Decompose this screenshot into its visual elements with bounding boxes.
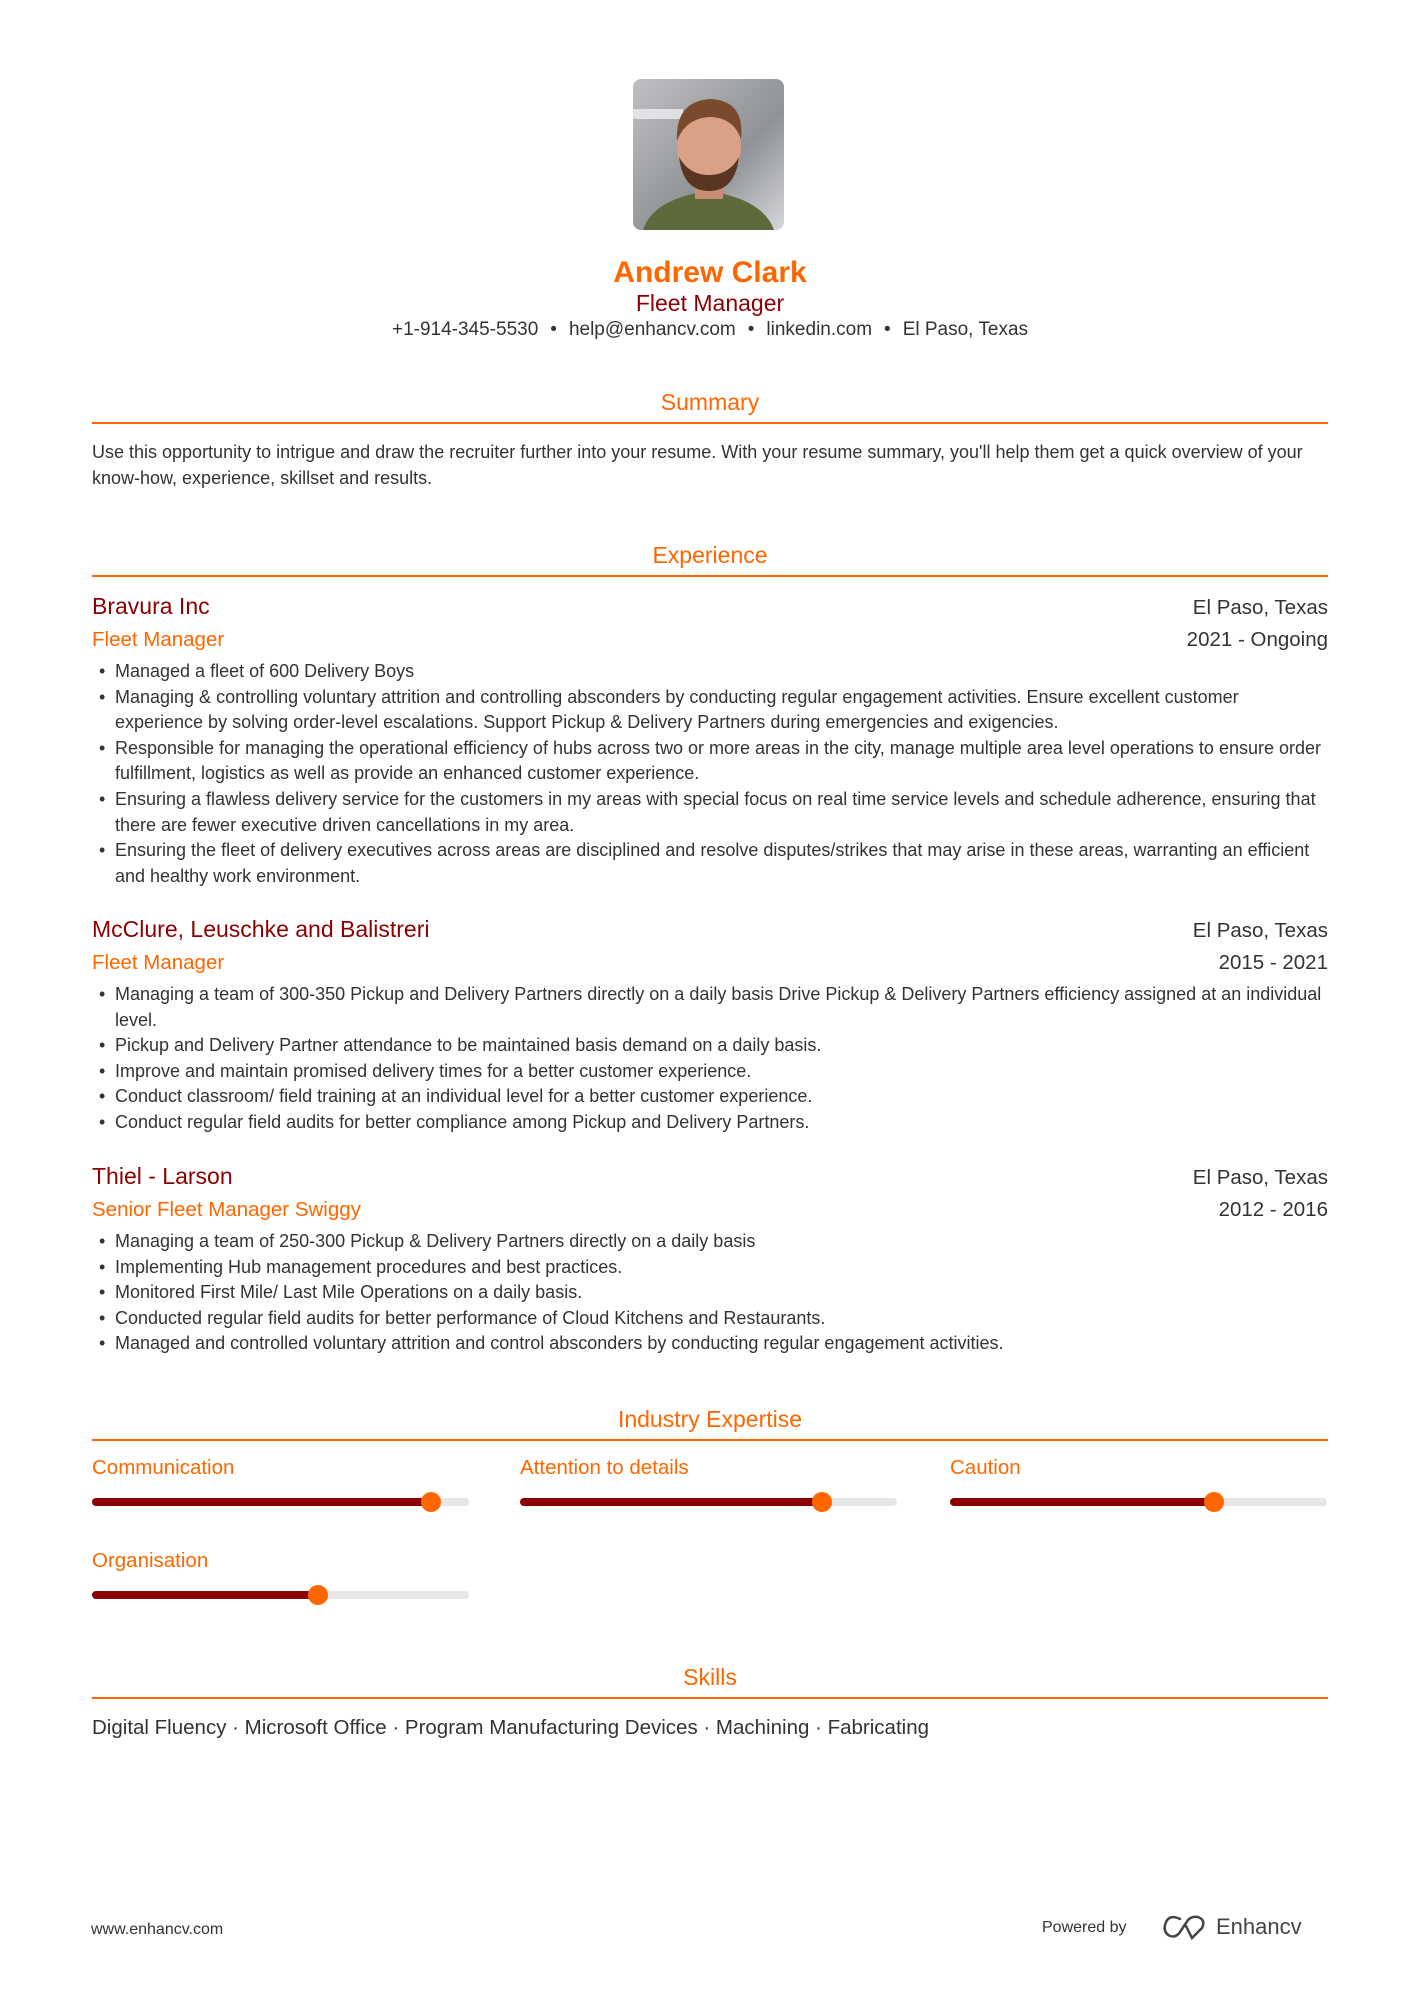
bullet: • Implementing Hub management procedures and best practices. [92, 1255, 1328, 1281]
enhancv-brand: Enhancv [1216, 1914, 1302, 1939]
expertise-label: Caution [950, 1456, 1021, 1479]
expertise-bar [520, 1498, 897, 1506]
experience-entry [92, 590, 1328, 889]
expertise-item [92, 1456, 469, 1506]
expertise-fill [92, 1498, 431, 1506]
enhancv-logo[interactable] [1162, 1914, 1302, 1940]
summary-heading: Summary [92, 389, 1328, 424]
job-location: El Paso, Texas [1192, 919, 1328, 942]
experience-heading: Experience [92, 542, 1328, 577]
expertise-knob [421, 1492, 441, 1512]
bullet: • Managed and controlled voluntary attrition and control absconders by conducting regular engagement activities. [92, 1331, 1328, 1357]
contact-info [92, 319, 1328, 341]
job-dates: 2012 - 2016 [1218, 1198, 1328, 1221]
job-role: Senior Fleet Manager Swiggy [92, 1198, 361, 1221]
job-role: Fleet Manager [92, 628, 225, 651]
expertise-heading: Industry Expertise [92, 1406, 1328, 1441]
email[interactable]: help@enhancv.com [568, 319, 736, 340]
expertise-bar [950, 1498, 1327, 1506]
bullet-list [92, 982, 1328, 1136]
expertise-label: Attention to details [520, 1456, 689, 1479]
expertise-fill [520, 1498, 822, 1506]
job-location: El Paso, Texas [1192, 1166, 1328, 1189]
summary-text: Use this opportunity to intrigue and draw the recruiter further into your resume. With your resume summary, you'll help them get a quick overview of your know-how, experience, skillset and results. [92, 442, 1303, 488]
location: El Paso, Texas [902, 319, 1029, 340]
bullet: • Ensuring the fleet of delivery executives across areas are disciplined and resolve disputes/strikes that may arise in these areas, warranting an efficient and healthy work environment. [92, 838, 1328, 889]
linkedin-link[interactable]: linkedin.com [766, 319, 873, 340]
experience-entry [92, 1160, 1328, 1357]
job-dates: 2015 - 2021 [1218, 951, 1328, 974]
powered-by-label: Powered by [1042, 1919, 1127, 1936]
website-link[interactable]: www.enhancv.com [91, 1921, 224, 1938]
expertise-bar [92, 1498, 469, 1506]
bullet: • Conducted regular field audits for better performance of Cloud Kitchens and Restaurants. [92, 1306, 1328, 1332]
bullet: • Conduct classroom/ field training at an individual level for a better customer experience. [92, 1084, 1328, 1110]
bullet: • Monitored First Mile/ Last Mile Operations on a daily basis. [92, 1280, 1328, 1306]
expertise-item [520, 1456, 897, 1506]
bullet: • Managing a team of 300-350 Pickup and Delivery Partners directly on a daily basis Drive Pickup & Delivery Partners efficiency assigned at an individual level. [92, 982, 1328, 1033]
bullet: • Improve and maintain promised delivery times for a better customer experience. [92, 1059, 1328, 1085]
bullet-list [92, 659, 1328, 889]
expertise-item [950, 1456, 1327, 1506]
job-dates: 2021 - Ongoing [1186, 628, 1328, 651]
bullet: • Ensuring a flawless delivery service for the customers in my areas with special focus on real time service levels and schedule adherence, ensuring that there are fewer executive driven cancellations in my area. [92, 787, 1328, 838]
expertise-knob [812, 1492, 832, 1512]
expertise-label: Communication [92, 1456, 235, 1479]
expertise-item [92, 1549, 469, 1599]
separator: • [550, 319, 557, 340]
bullet: • Pickup and Delivery Partner attendance to be maintained basis demand on a daily basis. [92, 1033, 1328, 1059]
bullet: • Managing a team of 250-300 Pickup & Delivery Partners directly on a daily basis [92, 1229, 1328, 1255]
expertise-fill [92, 1591, 318, 1599]
expertise-bar [92, 1591, 469, 1599]
separator: • [747, 319, 755, 340]
candidate-name: Andrew Clark [613, 256, 807, 289]
job-location: El Paso, Texas [1192, 596, 1328, 619]
bullet: • Responsible for managing the operational efficiency of hubs across two or more areas in the city, manage multiple area level operations to ensure order fulfillment, logistics as well as provide an enhanced customer experience. [92, 736, 1328, 787]
expertise-fill [950, 1498, 1214, 1506]
bullet-list [92, 1229, 1328, 1357]
job-role: Fleet Manager [92, 951, 225, 974]
company-name: Bravura Inc [92, 593, 210, 619]
phone[interactable]: +1-914-345-5530 [391, 319, 539, 340]
candidate-title: Fleet Manager [635, 290, 785, 316]
expertise-label: Organisation [92, 1549, 209, 1572]
bullet: • Managed a fleet of 600 Delivery Boys [92, 659, 1328, 685]
company-name: McClure, Leuschke and Balistreri [92, 916, 430, 942]
profile-photo [633, 79, 784, 230]
skills-heading: Skills [92, 1664, 1328, 1699]
expertise-knob [308, 1585, 328, 1605]
bullet: • Conduct regular field audits for better compliance among Pickup and Delivery Partners. [92, 1110, 1328, 1136]
expertise-knob [1204, 1492, 1224, 1512]
experience-entry [92, 913, 1328, 1136]
bullet: • Managing & controlling voluntary attrition and controlling absconders by conducting regular engagement activities. Ensure excellent customer experience by solving order-level escalations. Support Pickup & Delivery Partners during emergencies and exigencies. [92, 685, 1328, 736]
skills-list: Digital Fluency · Microsoft Office · Program Manufacturing Devices · Machining · Fabricating [92, 1716, 929, 1739]
enhancv-logo-icon [1162, 1914, 1208, 1940]
separator: • [884, 319, 891, 340]
company-name: Thiel - Larson [92, 1163, 233, 1189]
